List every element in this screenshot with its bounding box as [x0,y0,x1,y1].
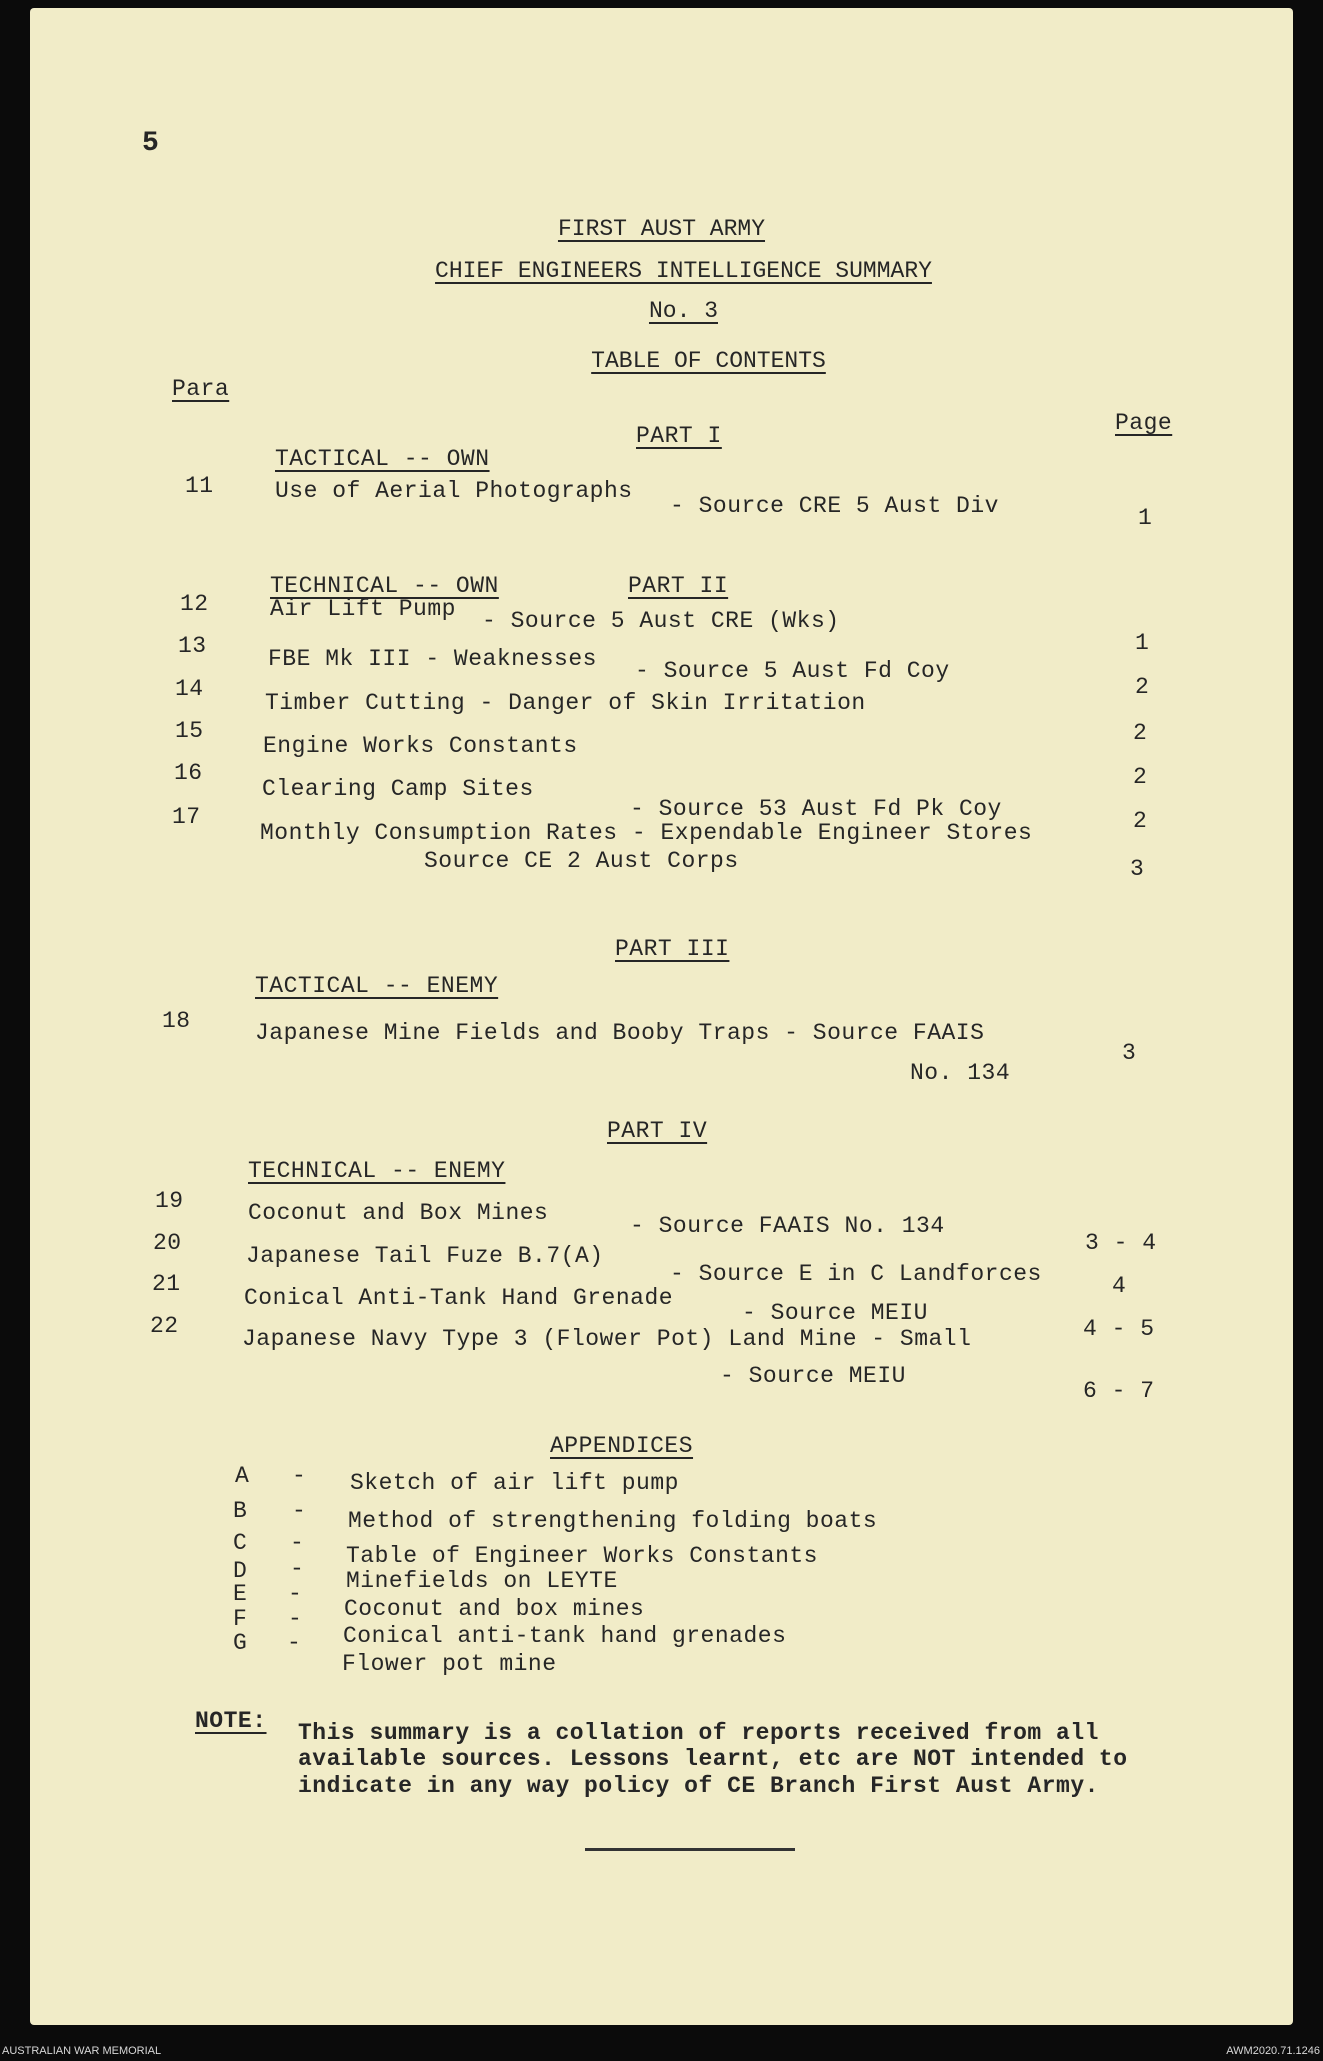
entry-title: Use of Aerial Photographs [275,478,633,504]
part2-title: PART II [628,573,729,599]
appendix-letter: D [233,1558,248,1584]
summary-number: No. 3 [648,298,718,324]
toc-heading: TABLE OF CONTENTS [591,348,826,374]
appendix-dash: - [288,1581,303,1607]
entry-source: - Source CRE 5 Aust Div [670,493,999,519]
part3-title: PART III [615,936,730,962]
appendix-title: Conical anti-tank hand grenades [343,1623,787,1649]
entry-title: FBE Mk III - Weaknesses [268,646,597,672]
entry-title: Monthly Consumption Rates - Expendable Engineer Stores [260,820,1033,846]
entry-para: 19 [155,1188,184,1214]
entry-para: 17 [172,804,201,830]
entry-page: 3 - 4 [1085,1230,1157,1256]
part1-section: TACTICAL -- OWN [275,446,490,472]
entry-para: 14 [175,676,204,702]
para-column-header: Para [172,376,230,402]
note-label: NOTE: [195,1708,267,1734]
entry-page: 2 [1133,720,1148,746]
entry-source: - Source 53 Aust Fd Pk Coy [630,796,1002,822]
archive-credit: AUSTRALIAN WAR MEMORIAL [2,2045,162,2057]
appendix-letter: E [233,1581,248,1607]
appendix-dash: - [290,1556,305,1582]
entry-title: Engine Works Constants [263,733,578,759]
entry-para: 12 [180,591,209,617]
appendix-title: Flower pot mine [342,1651,557,1677]
entry-para: 20 [153,1230,182,1256]
page-column-header: Page [1115,410,1173,436]
appendix-letter: F [233,1606,248,1632]
entry-para: 18 [162,1008,191,1034]
entry-para: 21 [152,1271,181,1297]
document-page [30,8,1293,2025]
entry-page: 1 [1138,505,1153,531]
appendix-title: Minefields on LEYTE [346,1568,618,1594]
appendix-title: Method of strengthening folding boats [348,1508,878,1534]
org-heading: FIRST AUST ARMY [557,216,766,242]
appendix-dash: - [288,1606,303,1632]
entry-page: 1 [1135,630,1150,656]
entry-page: 2 [1133,764,1148,790]
entry-title: Air Lift Pump [270,596,456,622]
entry-page: 4 [1112,1273,1127,1299]
entry-para: 15 [175,718,204,744]
appendix-dash: - [292,1463,307,1489]
entry-title: Japanese Tail Fuze B.7(A) [246,1243,604,1269]
note-line: indicate in any way policy of CE Branch First Aust Army. [298,1773,1099,1799]
entry-title: Clearing Camp Sites [262,776,534,802]
part1-title: PART I [636,423,722,449]
appendix-letter: A [235,1463,250,1489]
entry-page: 2 [1133,808,1148,834]
part4-title: PART IV [607,1118,708,1144]
appendix-letter: G [233,1630,248,1656]
entry-para: 11 [185,473,214,499]
entry-page: 2 [1135,674,1150,700]
part4-section: TECHNICAL -- ENEMY [248,1158,506,1184]
entry-source: - Source MEIU [742,1300,928,1326]
note-line: This summary is a collation of reports received from all [298,1720,1099,1746]
entry-para: 13 [178,633,207,659]
appendix-title: Table of Engineer Works Constants [346,1543,818,1569]
appendix-dash: - [287,1630,302,1656]
entry-source: Source CE 2 Aust Corps [424,848,739,874]
closing-rule [585,1848,795,1851]
appendix-dash: - [290,1530,305,1556]
appendices-title: APPENDICES [550,1433,694,1459]
appendix-title: Sketch of air lift pump [350,1470,679,1496]
entry-para: 22 [150,1313,179,1339]
appendix-dash: - [292,1498,307,1524]
entry-page: 3 [1122,1040,1137,1066]
summary-title: CHIEF ENGINEERS INTELLIGENCE SUMMARY [435,258,932,284]
part3-section: TACTICAL -- ENEMY [255,973,499,999]
entry-page: 4 - 5 [1083,1316,1155,1342]
archive-reference: AWM2020.71.1246 [1226,2045,1320,2057]
entry-title: Coconut and Box Mines [248,1200,549,1226]
corner-mark: 5 [142,128,159,159]
entry-title: Conical Anti-Tank Hand Grenade [244,1285,674,1311]
note-line: available sources. Lessons learnt, etc are NOT intended to [298,1746,1128,1772]
entry-source: - Source MEIU [720,1363,906,1389]
entry-page: 6 - 7 [1083,1378,1155,1404]
entry-page: 3 [1130,856,1145,882]
entry-source: - Source 5 Aust CRE (Wks) [482,608,840,634]
entry-source: - Source 5 Aust Fd Coy [635,658,950,684]
appendix-letter: B [233,1498,248,1524]
appendix-title: Coconut and box mines [344,1596,645,1622]
entry-title: Japanese Navy Type 3 (Flower Pot) Land Mine - Small [242,1326,972,1352]
entry-title: Timber Cutting - Danger of Skin Irritation [265,690,866,716]
part2-section: TECHNICAL -- OWN [270,573,499,599]
entry-source: No. 134 [910,1060,1011,1086]
entry-title: Japanese Mine Fields and Booby Traps - Source FAAIS [255,1020,985,1046]
entry-source: - Source FAAIS No. 134 [630,1213,945,1239]
entry-source: - Source E in C Landforces [670,1261,1042,1287]
entry-para: 16 [174,760,203,786]
appendix-letter: C [233,1530,248,1556]
